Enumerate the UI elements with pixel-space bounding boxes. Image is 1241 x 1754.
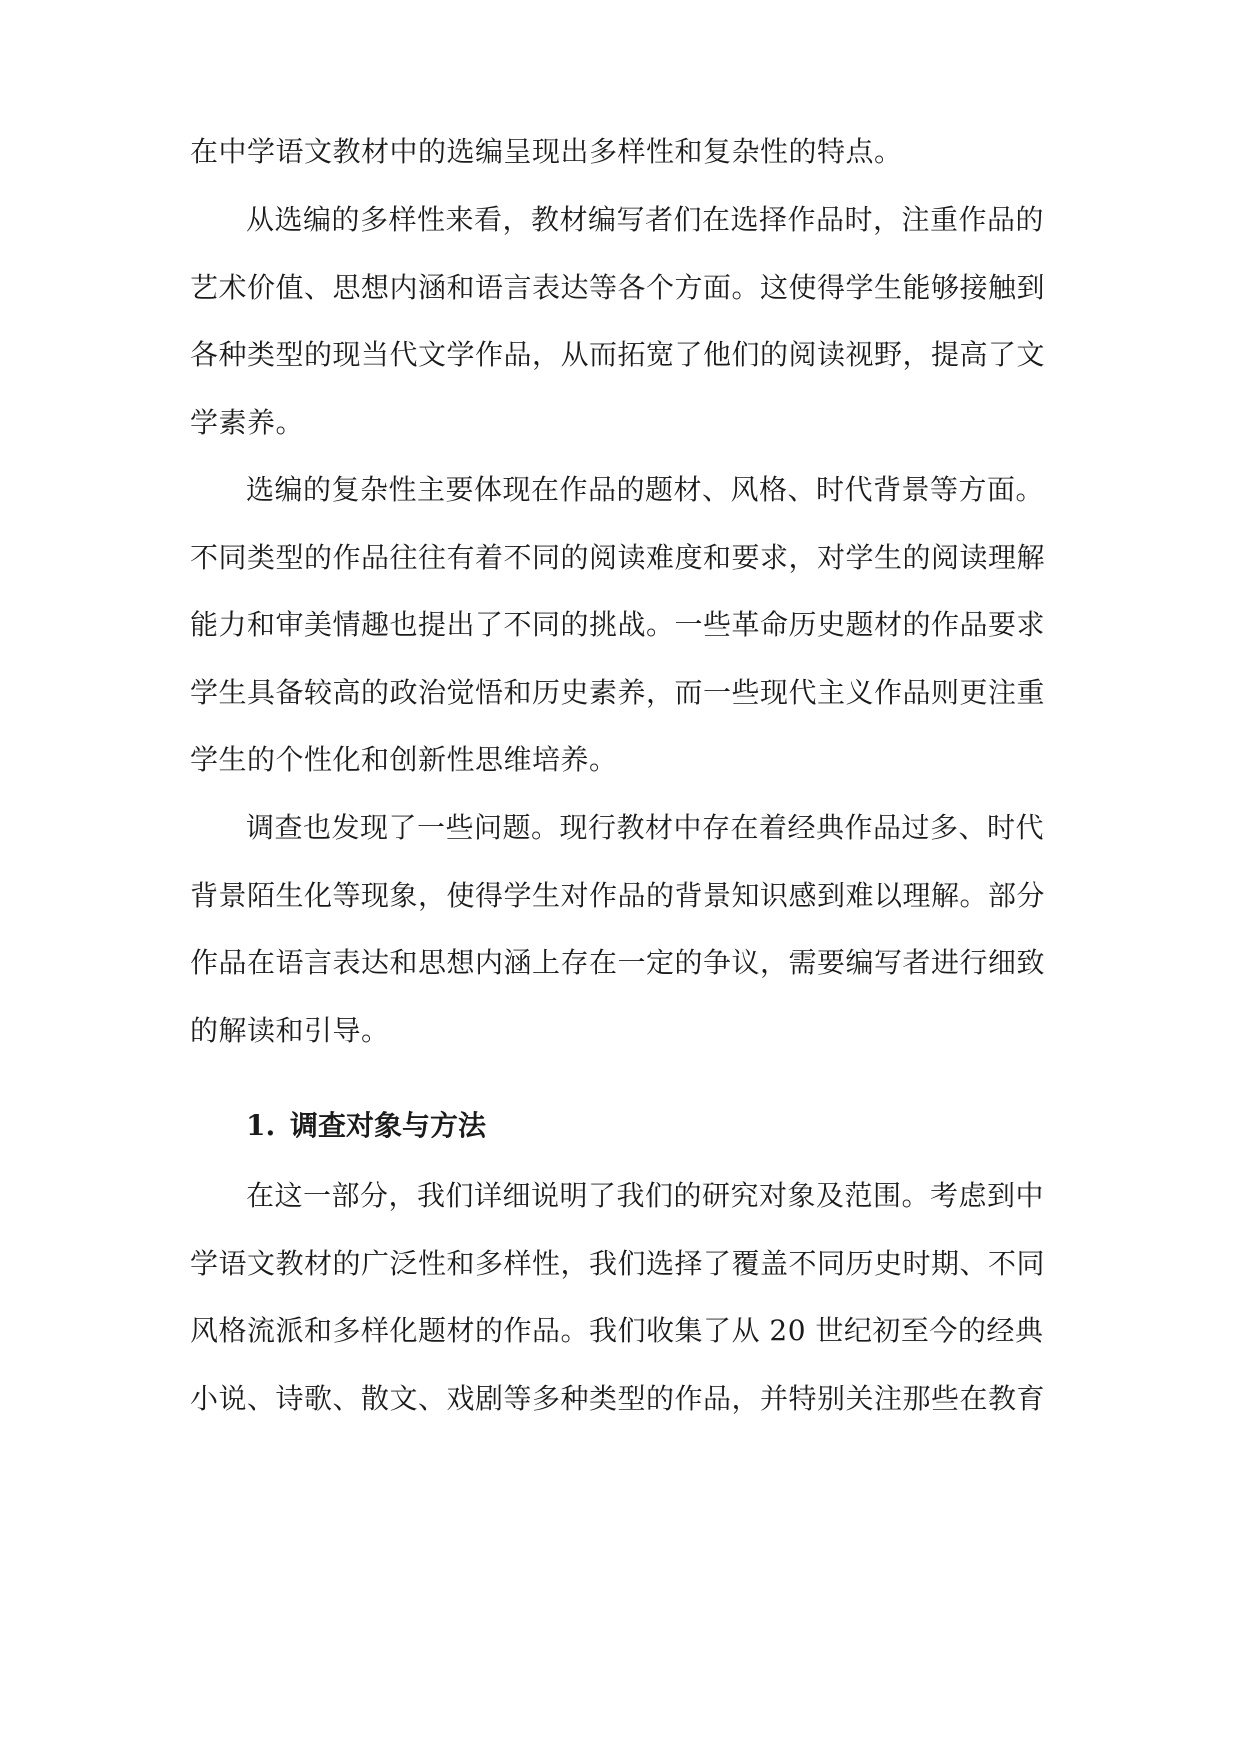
section-heading (246, 1106, 486, 1146)
paragraph-line: 作品在语言表达和思想内涵上存在一定的争议，需要编写者进行细致 (190, 946, 1046, 979)
paragraph-line: 在这一部分，我们详细说明了我们的研究对象及范围。考虑到中 (246, 1179, 1045, 1212)
paragraph-line: 在中学语文教材中的选编呈现出多样性和复杂性的特点。 (190, 135, 903, 168)
section-number: 1. (246, 1109, 276, 1142)
paragraph-line: 不同类型的作品往往有着不同的阅读难度和要求，对学生的阅读理解 (190, 541, 1046, 574)
section-title: 调查对象与方法 (290, 1109, 487, 1142)
paragraph-line: 学生的个性化和创新性思维培养。 (190, 743, 618, 776)
paragraph-line: 风格流派和多样化题材的作品。我们收集了从 20 世纪初至今的经典 (190, 1314, 1044, 1347)
paragraph-line: 各种类型的现当代文学作品，从而拓宽了他们的阅读视野，提高了文 (190, 338, 1046, 371)
paragraph-line: 选编的复杂性主要体现在作品的题材、风格、时代背景等方面。 (246, 473, 1045, 506)
paragraph-line: 艺术价值、思想内涵和语言表达等各个方面。这使得学生能够接触到 (190, 271, 1046, 304)
paragraph-line: 从选编的多样性来看，教材编写者们在选择作品时，注重作品的 (246, 203, 1045, 236)
paragraph-line: 学素养。 (190, 406, 305, 439)
paragraph-line: 背景陌生化等现象，使得学生对作品的背景知识感到难以理解。部分 (190, 879, 1046, 912)
paragraph-line: 能力和审美情趣也提出了不同的挑战。一些革命历史题材的作品要求 (190, 608, 1046, 641)
paragraph-line: 的解读和引导。 (190, 1014, 390, 1047)
paragraph-line: 学生具备较高的政治觉悟和历史素养，而一些现代主义作品则更注重 (190, 676, 1046, 709)
paragraph-line: 学语文教材的广泛性和多样性，我们选择了覆盖不同历史时期、不同 (190, 1247, 1046, 1280)
paragraph-line: 小说、诗歌、散文、戏剧等多种类型的作品，并特别关注那些在教育 (190, 1382, 1046, 1415)
paragraph-line: 调查也发现了一些问题。现行教材中存在着经典作品过多、时代 (246, 811, 1045, 844)
